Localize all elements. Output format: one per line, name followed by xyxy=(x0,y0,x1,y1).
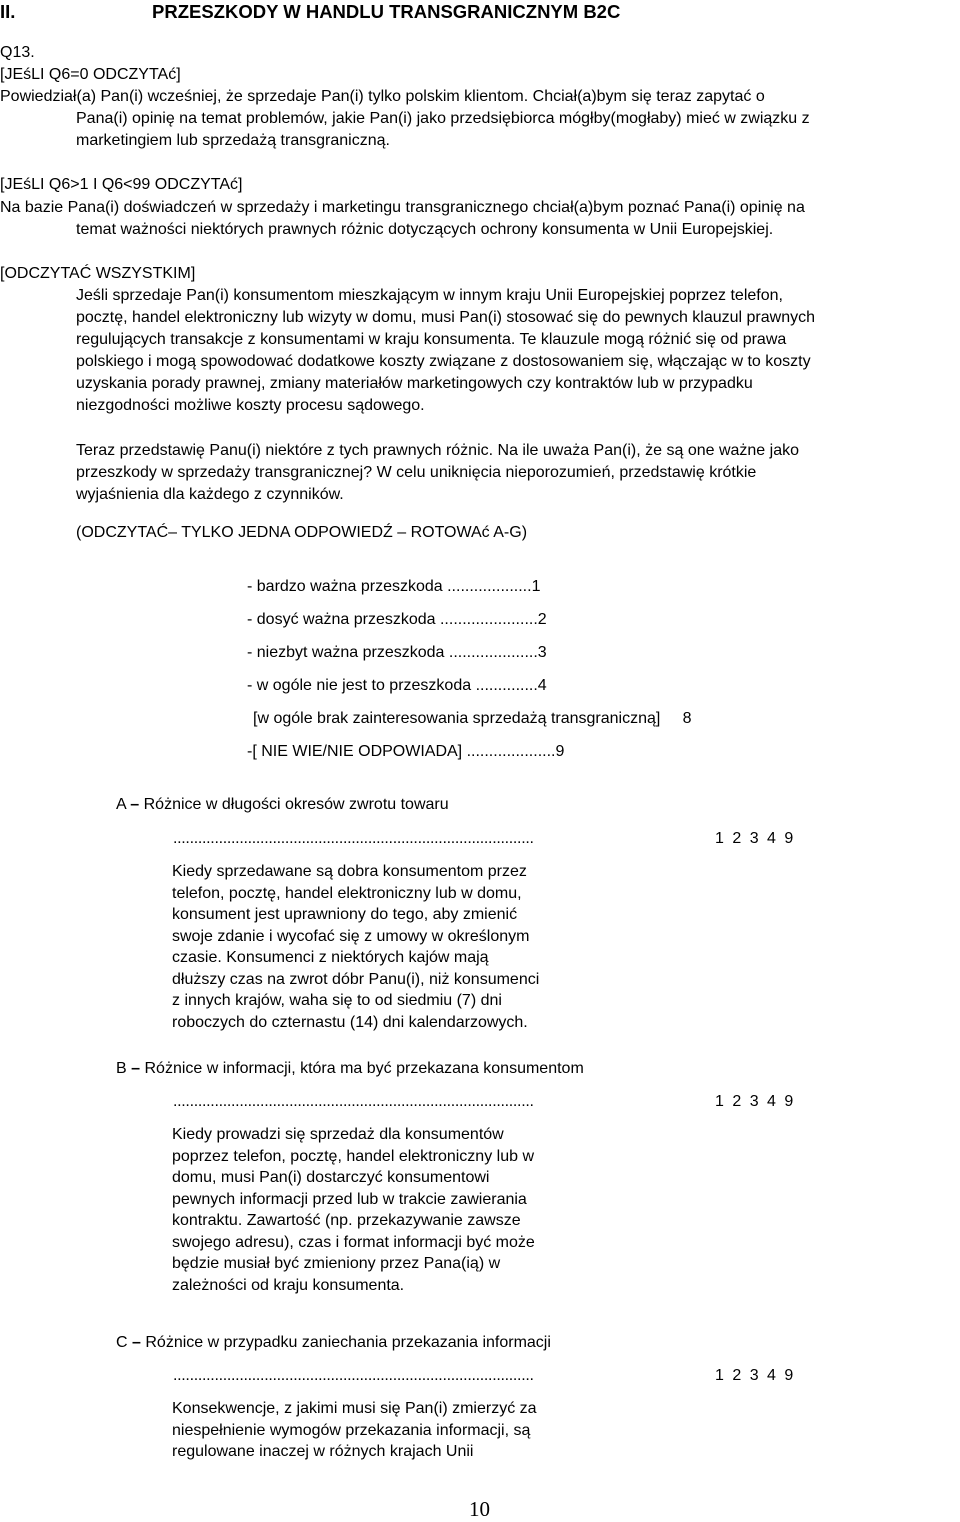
scale-option: [w ogóle brak zainteresowania sprzedażą transgraniczną] 8 xyxy=(253,710,692,727)
question-id: Q13. xyxy=(0,44,35,61)
explanation-line: poprzez telefon, pocztę, handel elektroniczny lub w xyxy=(172,1147,534,1165)
block1-instruction: [JEśLI Q6=0 ODCZYTAć] xyxy=(0,66,181,83)
block1-line1: Powiedział(a) Pan(i) wcześniej, że sprzedaje Pan(i) tylko polskim klientom. Chciał(a)bym się teraz zapytać o xyxy=(0,88,765,105)
block1-line2: Pana(i) opinię na temat problemów, jakie Pan(i) jako przedsiębiorca mógłby(mogłaby) mieć w związku z xyxy=(76,110,810,127)
item-dash: – xyxy=(131,1060,141,1077)
explanation-line: czasie. Konsumenci z niektórych kajów mają xyxy=(172,949,489,966)
page-number: 10 xyxy=(469,1497,490,1521)
item-letter: C xyxy=(116,1334,128,1351)
item-answer-codes: 1 2 3 4 9 xyxy=(715,830,794,847)
block3-line1: Jeśli sprzedaje Pan(i) konsumentom mieszkającym w innym kraju Unii Europejskiej poprzez telefon, xyxy=(76,287,783,304)
block2-line2: temat ważności niektórych prawnych różnic dotyczących ochrony konsumenta w Unii Europejskiej. xyxy=(76,221,774,238)
read-instruction: (ODCZYTAĆ– TYLKO JEDNA ODPOWIEDŹ – ROTOWAć A-G) xyxy=(76,524,528,541)
item-label xyxy=(116,795,449,815)
scale-option: - niezbyt ważna przeszkoda ....................3 xyxy=(247,644,547,661)
block2-instruction: [JEśLI Q6>1 I Q6<99 ODCZYTAć] xyxy=(0,176,243,193)
item-letter: B xyxy=(116,1060,127,1077)
explanation-line: Kiedy prowadzi się sprzedaż dla konsumentów xyxy=(172,1126,504,1143)
item-answer-codes: 1 2 3 4 9 xyxy=(715,1093,794,1110)
item-leader-dots: ....................................................................................... xyxy=(173,830,534,847)
block3-instruction: [ODCZYTAĆ WSZYSTKIM] xyxy=(0,265,196,282)
scale-option: - w ogóle nie jest to przeszkoda ..............4 xyxy=(247,677,547,694)
explanation-line: z innych krajów, waha się to od siedmiu (7) dni xyxy=(172,992,502,1009)
block3-line4: polskiego i mogą spowodować dodatkowe koszty związane z dostosowaniem się, włączając w to koszty xyxy=(76,353,811,370)
explanation-line: pewnych informacji przed lub w trakcie zawierania xyxy=(172,1190,527,1208)
item-leader-dots: ....................................................................................... xyxy=(173,1093,534,1110)
explanation-line: regulowane inaczej w różnych krajach Unii xyxy=(172,1443,474,1460)
scale-option: - dosyć ważna przeszkoda ......................2 xyxy=(247,611,547,628)
explanation-line: Konsekwencje, z jakimi musi się Pan(i) zmierzyć za xyxy=(172,1400,537,1417)
explanation-line: konsument jest uprawniony do tego, aby zmienić xyxy=(172,906,518,923)
item-title: Różnice w długości okresów zwrotu towaru xyxy=(143,796,449,813)
item-dash: – xyxy=(132,1334,141,1351)
explanation-line: swojego adresu), czas i format informacji być może xyxy=(172,1233,535,1251)
explanation-line: zależności od kraju konsumenta. xyxy=(172,1276,405,1294)
explanation-line: telefon, pocztę, handel elektroniczny lub w domu, xyxy=(172,884,522,902)
block2-line1: Na bazie Pana(i) doświadczeń w sprzedaży i marketingu transgranicznego chciał(a)bym poznać Pana(i) opinię na xyxy=(0,199,805,216)
explanation-line: niespełnienie wymogów przekazania informacji, są xyxy=(172,1421,531,1439)
block3-line5: uzyskania porady prawnej, zmiany materiałów marketingowych czy kontraktów lub w przypadku xyxy=(76,375,753,392)
block4-line3: wyjaśnienia dla każdego z czynników. xyxy=(76,486,344,503)
item-label xyxy=(116,1333,551,1353)
explanation-line: swoje zdanie i wycofać się z umowy w określonym xyxy=(172,927,530,945)
explanation-line: będzie musiał być zmieniony przez Pana(ią) w xyxy=(172,1255,501,1272)
explanation-line: roboczych do czternastu (14) dni kalendarzowych. xyxy=(172,1013,528,1031)
explanation-line: kontraktu. Zawartość (np. przekazywanie zawsze xyxy=(172,1212,521,1229)
explanation-line: dłuższy czas na zwrot dóbr Panu(i), niż konsumenci xyxy=(172,970,540,988)
item-answer-codes: 1 2 3 4 9 xyxy=(715,1367,794,1384)
item-explanation xyxy=(172,861,539,1033)
block1-line3: marketingiem lub sprzedażą transgraniczną. xyxy=(76,132,390,149)
section-title: PRZESZKODY W HANDLU TRANSGRANICZNYM B2C xyxy=(152,1,621,22)
block3-line2: pocztę, handel elektroniczny lub wizyty w domu, musi Pan(i) stosować się do pewnych klauzul prawnych xyxy=(76,309,816,326)
item-label xyxy=(116,1059,584,1079)
item-explanation xyxy=(172,1398,537,1463)
item-explanation xyxy=(172,1124,535,1296)
explanation-line: domu, musi Pan(i) dostarczyć konsumentowi xyxy=(172,1169,490,1186)
scale-option: -[ NIE WIE/NIE ODPOWIADA] ....................9 xyxy=(247,743,565,760)
block3-line3: regulujących transakcje z konsumentami w kraju konsumenta. Te klauzule mogą różnić się od prawa xyxy=(76,331,787,348)
item-letter: A xyxy=(116,796,126,813)
explanation-line: Kiedy sprzedawane są dobra konsumentom przez xyxy=(172,863,527,880)
item-title: Różnice w przypadku zaniechania przekazania informacji xyxy=(145,1334,551,1351)
section-number: II. xyxy=(0,1,16,22)
block3-line6: niezgodności możliwe koszty procesu sądowego. xyxy=(76,397,425,414)
item-title: Różnice w informacji, która ma być przekazana konsumentom xyxy=(144,1060,584,1077)
scale-option: - bardzo ważna przeszkoda ...................1 xyxy=(247,578,541,595)
block4-line2: przeszkody w sprzedaży transgranicznej? W celu uniknięcia nieporozumień, przedstawię krótkie xyxy=(76,464,757,481)
section-heading xyxy=(0,1,960,23)
item-dash: – xyxy=(130,796,140,813)
item-leader-dots: ....................................................................................... xyxy=(173,1367,534,1384)
block4-line1: Teraz przedstawię Panu(i) niektóre z tych prawnych różnic. Na ile uważa Pan(i), że są one ważne jako xyxy=(76,442,799,459)
